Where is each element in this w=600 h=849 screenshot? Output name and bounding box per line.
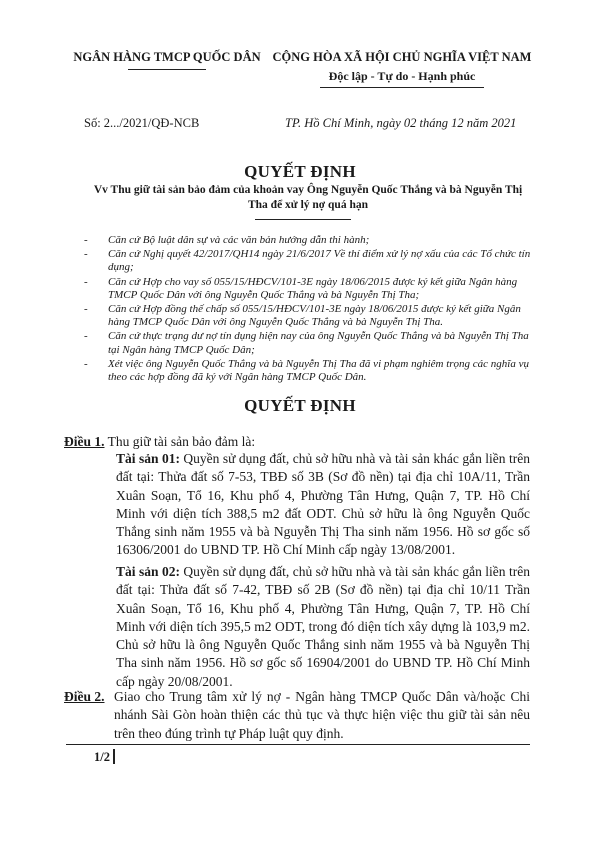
decision-heading: QUYẾT ĐỊNH [244, 396, 356, 415]
subtitle-underline [255, 219, 351, 220]
article-1 [64, 434, 255, 450]
asset-01-text: Quyền sử dụng đất, chủ sở hữu nhà và tài sản khác gắn liền trên đất tại: Thửa đất số 7-53, TBĐ số 3B (Sơ đồ nền) tại địa chỉ 10A/11, Trần Xuân Soạn, Tổ 16, Khu phố 4, Phường Tân Hưng, Quận 7, TP. Hồ Chí Minh với diện tích 388,5 m2 đất ODT. Chủ sở hữu là ông Nguyễn Quốc Thắng sinh năm 1955 và bà Nguyễn Thị Tha sinh năm 1956. Hồ sơ gốc số 16306/2001 do UBND TP. Hồ Chí Minh cấp ngày 13/08/2001. [116, 451, 531, 558]
country-name: CỘNG HÒA XÃ HỘI CHỦ NGHĨA VIỆT NAM [272, 50, 532, 64]
citation-list [84, 234, 534, 385]
citation-item: - Căn cứ Bộ luật dân sự và các văn bản hướng dẫn thi hành; [84, 234, 370, 246]
page-number: 1/2 [94, 750, 110, 764]
bank-name: NGÂN HÀNG TMCP QUỐC DÂN [73, 50, 261, 64]
footer-divider [66, 744, 530, 745]
citation-item: - Căn cứ thực trạng dư nợ tín dụng hiện nay của ông Nguyễn Quốc Thắng và bà Nguyễn Thị Tha tại Ngân hàng TMCP Quốc Dân; [84, 330, 529, 356]
citation-item: - Căn cứ Hợp cho vay số 055/15/HĐCV/101-3E ngày 18/06/2015 được ký kết giữa Ngân hàng TMCP Quốc Dân với ông Nguyễn Quốc Thắng và bà Nguyễn Thị Tha; [84, 275, 518, 301]
citation-item: - Căn cứ Hợp đồng thế chấp số 055/15/HĐCV/101-3E ngày 18/06/2015 được ký kết giữa Ngân hàng TMCP Quốc Dân với ông Nguyễn Quốc Thắng và bà Nguyễn Thị Tha. [84, 303, 521, 329]
asset-02 [116, 563, 530, 691]
citation-item: - Căn cứ Nghị quyết 42/2017/QH14 ngày 21/6/2017 Về thí điểm xử lý nợ xấu của các Tổ chức tín dụng; [84, 248, 531, 274]
motto-underline [320, 87, 484, 88]
article-2-text: Giao cho Trung tâm xử lý nợ - Ngân hàng TMCP Quốc Dân và/hoặc Chi nhánh Sài Gòn hoàn thiện các thủ tục và thực hiện việc thu giữ tài sản nêu trên theo đúng trình tự Pháp luật quy định. [114, 689, 530, 741]
document-number: Số: 2.../2021/QĐ-NCB [84, 116, 200, 130]
asset-01 [116, 450, 530, 560]
citation-item: - Xét việc ông Nguyễn Quốc Thắng và bà Nguyễn Thị Tha đã vi phạm nghiêm trọng các nghĩa vụ theo các hợp đồng đã ký với Ngân hàng TMCP Quốc Dân. [84, 357, 529, 384]
article-2-label: Điều 2. [64, 689, 105, 704]
national-motto: Độc lập - Tự do - Hạnh phúc [328, 69, 476, 83]
document-date: TP. Hồ Chí Minh, ngày 02 tháng 12 năm 2021 [285, 116, 517, 130]
article-1-text: Thu giữ tài sản bảo đảm là: [107, 434, 256, 449]
document-subtitle: Vv Thu giữ tài sản bảo đảm của khoản vay Ông Nguyễn Quốc Thắng và bà Nguyễn Thị Tha để xử lý nợ quá hạn [93, 184, 523, 211]
bank-name-underline [128, 69, 206, 70]
asset-01-label: Tài sản 01: [116, 451, 180, 466]
page-number-bar [113, 749, 115, 764]
article-1-label: Điều 1. [64, 434, 105, 449]
asset-02-text: Quyền sử dụng đất, chủ sở hữu nhà và tài sản khác gắn liền trên đất tại: Thửa đất số 7-42, TBĐ số 2B (Sơ đồ nền) tại địa chỉ 10/11 Trần Xuân Soạn, Tổ 16, Khu phố 4, Phường Tân Hưng, Quận 7, TP. Hồ Chí Minh với diện tích 395,5 m2 ODT, trong đó diện tích xây dựng là 103,9 m2. Chủ sở hữu là ông Nguyễn Quốc Thắng sinh năm 1955 và bà Nguyễn Thị Tha sinh năm 1956. Hồ sơ gốc số 16904/2001 do UBND TP. Hồ Chí Minh cấp ngày 20/08/2001. [116, 564, 531, 689]
document-title: QUYẾT ĐỊNH [244, 162, 356, 181]
article-2 [64, 688, 530, 743]
asset-02-label: Tài sản 02: [116, 564, 180, 579]
